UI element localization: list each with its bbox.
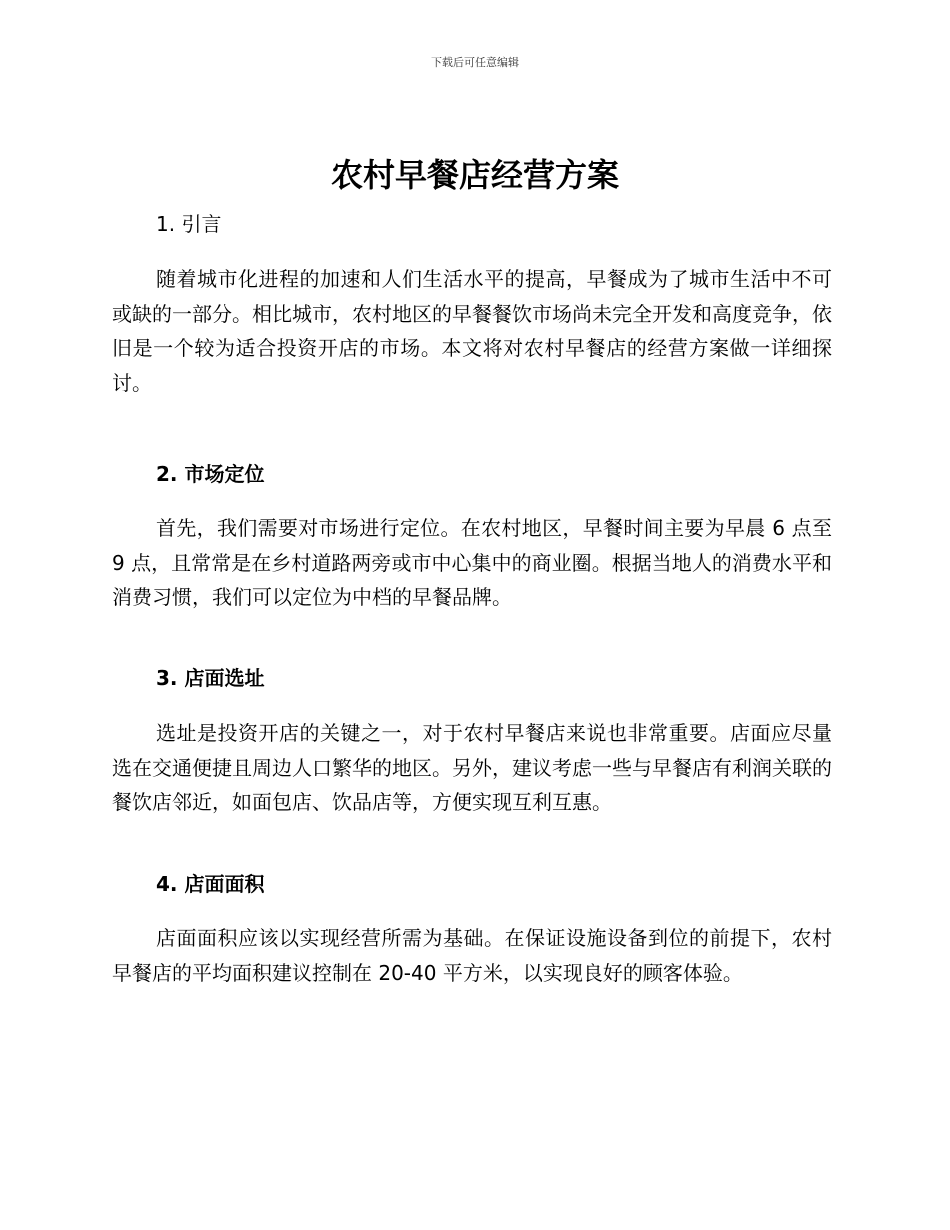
header-note: 下载后可任意编辑	[431, 56, 519, 69]
section-heading-market: 2. 市场定位	[156, 462, 265, 486]
section-heading-location: 3. 店面选址	[156, 666, 265, 690]
section-paragraph-intro: 随着城市化进程的加速和人们生活水平的提高，早餐成为了城市生活中不可或缺的一部分。相比城市，农村地区的早餐餐饮市场尚未完全开发和高度竞争，依旧是一个较为适合投资开店的市场。本文将对农村早餐店的经营方案做一详细探讨。	[112, 267, 832, 395]
document-title: 农村早餐店经营方案	[330, 156, 619, 194]
section-paragraph-location: 选址是投资开店的关键之一，对于农村早餐店来说也非常重要。店面应尽量选在交通便捷且周边人口繁华的地区。另外，建议考虑一些与早餐店有利润关联的餐饮店邻近，如面包店、饮品店等，方便实现互利互惠。	[112, 721, 832, 814]
section-heading-intro: 1. 引言	[156, 212, 222, 236]
section-paragraph-market: 首先，我们需要对市场进行定位。在农村地区，早餐时间主要为早晨 6 点至 9 点，且常常是在乡村道路两旁或市中心集中的商业圈。根据当地人的消费水平和消费习惯，我们可以定位为中档的早餐品牌。	[112, 516, 832, 609]
section-paragraph-area: 店面面积应该以实现经营所需为基础。在保证设施设备到位的前提下，农村早餐店的平均面积建议控制在 20-40 平方米，以实现良好的顾客体验。	[112, 926, 832, 985]
section-heading-area: 4. 店面面积	[156, 872, 265, 896]
